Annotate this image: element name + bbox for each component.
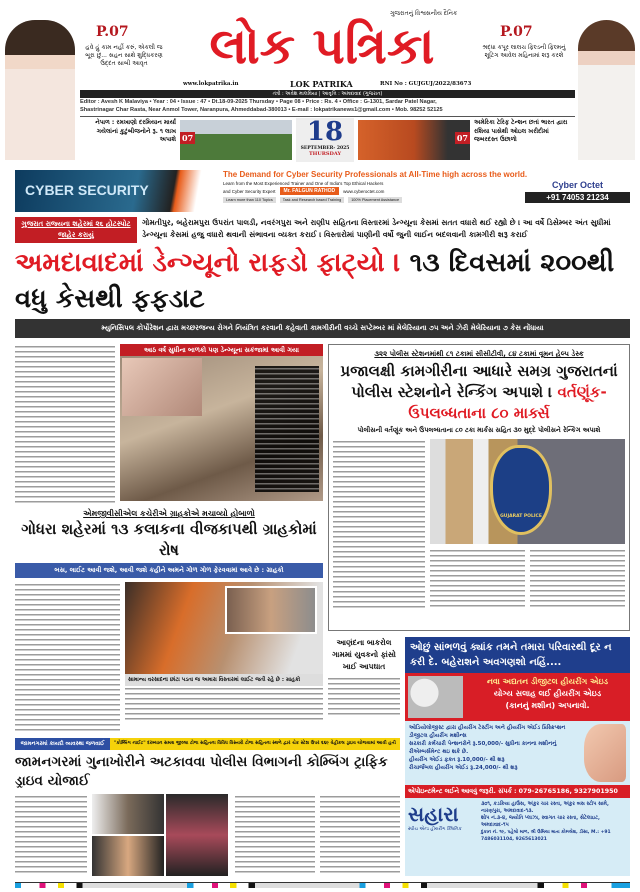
logo: લોક પત્રિકા xyxy=(209,17,435,75)
godhra-headline[interactable]: ગોધરા શહેરમાં ૧૩ કલાકના વીજકાપથી ગ્રાહકોમાં રોષ xyxy=(21,520,317,559)
lead-label: ગુજરાત રાજ્યના શહેરમાં ૨૬ હોટસ્પોટ જાહેર કરાયું xyxy=(15,217,137,243)
address: ૩૦૧, કડકિયા હાઉસ, અંકુર ચાર રસ્તા, અંકુર બસ સ્ટોપ સામે, નારણપુરા, અમદાવાદ-૧૩. xyxy=(481,800,609,814)
hearing-ad-headline: ઓછું સાંભળવું ક્યાંક તમને તમારા પરિવારથી દૂર ન કરી દે. બહેરાશને અવગણશો નહિં.... xyxy=(405,637,630,673)
mosquito-photo xyxy=(122,358,202,416)
page-ref-right[interactable]: P.07 xyxy=(500,24,533,40)
lead-body-text xyxy=(15,344,115,504)
police-body-text-3 xyxy=(530,548,625,608)
hearing-ad-contact[interactable]: એપોઇન્ટમેન્ટ લઈને આવવું જરૂરી. સંપર્ક : 079-26765186, 9327901950 xyxy=(405,785,630,798)
lead-photo-title: આઠ વર્ષ સુધીના બાળકો પણ ડેન્ગ્યૂના સકંજામાં આવી ગયા xyxy=(120,344,323,356)
sahara-section xyxy=(405,798,630,846)
hearing-ad-bullets xyxy=(405,721,630,785)
jamnagar-photo-2[interactable] xyxy=(166,794,228,876)
cyber-octet-logo: Cyber Octet xyxy=(551,180,604,190)
cyber-ad-phone[interactable]: +91 74053 21234 xyxy=(525,192,630,203)
jamnagar-body-1 xyxy=(15,794,87,876)
godhra-photo[interactable] xyxy=(125,582,323,674)
date-weekday: THURSDAY xyxy=(308,151,342,157)
ear-image xyxy=(584,724,626,782)
jamnagar-body-2 xyxy=(235,794,315,876)
cyber-ad-content xyxy=(223,170,630,212)
jamnagar-headline[interactable]: જામનગરમાં ગુનાખોરીને અટકાવવા પોલીસ વિભાગની કોમ્બિંગ ટ્રાફિક ડ્રાઇવ યોજાઈ xyxy=(15,754,388,789)
model-photo-right xyxy=(578,20,635,160)
info-bar-text: તંત્રી : અવેશ માલવિયા | આવૃત્તિ : અમદાવાદ (ગુજરાત) xyxy=(272,91,383,97)
red-line: નવા અદ્યતન ડીજીટલ હીયરીંગ એઇડ xyxy=(486,676,609,686)
gujarat-police-badge xyxy=(490,445,552,535)
godhra-photo-caption: સામાન્ય વરસાદના છાંટા પડતા જ અમારા વિસ્તારમાં લાઈટ જતી રહે છે : ગ્રાહકો xyxy=(125,674,323,686)
lead-headline-black: ૧૩ દિવસમાં ૨૦૦થી વધુ કેસથી ફફડાટ xyxy=(15,248,615,314)
rni: RNI No : GUJGUJ/2022/83673 xyxy=(380,81,472,87)
teaser-nepal-photo[interactable] xyxy=(180,120,292,160)
lead-headline[interactable] xyxy=(15,245,630,317)
jamnagar-bar: "કોમ્બિંગ નાઈટ" દરમ્યાન સમગ્ર જીલ્લા ટોળા સહિતના વિવિધ વિસ્તારો ટોળા સહિતના સ્થળે દ્વાર ચેક સ્ટેશ ઉપર ૬૬૯ વેહીકલ ડ્રાઇવ યોજવામાં આવી હતી xyxy=(110,738,400,750)
page-ref-left[interactable]: P.07 xyxy=(96,24,129,40)
trainer-badge: Mr. FALGUN RATHOD xyxy=(280,187,340,195)
godhra-body-text xyxy=(15,582,120,732)
masthead xyxy=(0,0,640,166)
police-story-box xyxy=(328,344,630,631)
teaser-nepal[interactable]: નેપાળ : રમખાણો દરમિયાન માર્યા ગયેલાંનાં કુટુંબીજનોને રૂ. ૧ લાખ અપાશે xyxy=(95,119,176,143)
address: શોપ નં.૩-૪, જ્યોતિ પ્લાઝા, સ્વાગત ચાર રસ્તા, સેટેલાઇટ, અમદાવાદ-૧૫ xyxy=(481,814,600,828)
teaser-tariff-photo[interactable] xyxy=(358,120,470,160)
left-column xyxy=(15,344,323,732)
editor-line-1: Editor : Avesh K Malaviya • Year : 04 • Issue : 47 • Dt.18-09-2025 Thursday • Page 08 • Price : Rs. 4 • Office : G-1301, Sardar Patel Nagar, xyxy=(80,99,437,105)
bullet: સરકારી કર્મચારી પેન્શનરોને રૂ.50,000/- સુધીના કાનના મશીનનું રીએમ્બર્સમેન્ટ થઇ શકે છે. xyxy=(409,740,557,755)
website[interactable]: www.lokpatrika.in xyxy=(183,81,239,87)
jamnagar-label: જામનગરમાં કાયદો વ્યવસ્થા જળવાઈ xyxy=(15,738,110,750)
police-body-text-2 xyxy=(430,548,525,608)
red-line: (કાનનું મશીન) અપનાવો. xyxy=(505,700,590,710)
bullet: ઓડિયોલોજીસ્ટ દ્વારા હીયરીંગ ટેસ્ટીંગ અને હીયરીંગ એઈડ પ્રિસ્ક્રિપ્શન xyxy=(409,724,566,731)
godhra-bar: બસ, લાઈટ આવી જશે, આવી જશે કહીને અમને ગોળ ગોળ ફેરવવામાં આવે છે : ગ્રાહકો xyxy=(15,563,323,578)
jamnagar-photo-3[interactable] xyxy=(92,836,164,876)
cyber-ad-line1: Learn from the Most Experienced Trainer and One of India's Top Ethical Hackers xyxy=(223,181,384,186)
feature: Learn more than 110 Topics xyxy=(223,197,276,203)
godhra-caption-text xyxy=(125,686,323,720)
cyber-ad-headline: The Demand for Cyber Security Professionals at All-Time high across the world. xyxy=(223,170,528,179)
cyber-security-ad[interactable] xyxy=(15,170,630,212)
date-box xyxy=(296,118,354,162)
tagline: ગુજરાતનું વિશ્વસનીય દૈનિક xyxy=(390,10,458,17)
page-badge: 07 xyxy=(456,133,468,143)
lead-headline-red: અમદાવાદમાં ડેન્ગ્યૂનો રાફડો ફાટ્યો । xyxy=(15,248,401,278)
feature: Task and Research based Training xyxy=(280,197,344,203)
godhra-inset-photo xyxy=(225,586,317,634)
cyber-ad-site[interactable]: www.cyberoctet.com xyxy=(343,188,385,194)
police-photo[interactable] xyxy=(430,439,625,544)
anand-body-text xyxy=(328,676,400,716)
name-en: LOK PATRIKA xyxy=(290,79,353,89)
bullet: ડીજીટલ હીયરીંગ મશીન્સ xyxy=(409,732,467,739)
hearing-ad-red xyxy=(405,673,630,721)
anand-headline[interactable]: આણંદના બાકરોલ ગામમાં યુવકનો ફાંસો ખાઈ આપઘાત xyxy=(332,637,396,671)
teaser-tariff[interactable]: અમેરિકા ટેરિફ ટેન્શન છતાં ભારત દ્વારા રશિયા પાસેથી ઓઇલ ખરીદીમાં જબરદસ્ત ઉછાળો xyxy=(474,119,568,143)
police-body-text xyxy=(333,439,425,609)
date-day: 18 xyxy=(306,117,344,147)
address: દુકાન નં. ૧૯, પહેલો માળ, શ્રી ઉમિયા માતા કોમ્પ્લેક્ષ, ડીસા, M.: +91 7486031104, 9265613021 xyxy=(481,829,611,842)
teaser-right[interactable]: શ્રદ્ધા કપૂર લાલચ ફિલ્ડની ફિલ્મનું શૂટિંગ આવેલ મહિનામાં શરૂ કરશે xyxy=(482,44,566,59)
cyber-ad-image xyxy=(15,170,215,212)
red-line: યોગ્ય સલાહ લઈ હીયરીંગ એઇડ xyxy=(493,688,602,698)
bullet: હીયરીંગ એઈડ ફક્ત રૂ.10,000/- થી શરૂ xyxy=(409,756,505,763)
police-kicker: ૩૨૨ પોલીસ સ્ટેશનમાંથી ૮૧ ટકામાં સીસીટીવી, ૮૪ ટકામાં વૂમન હેલ્પ ડેસ્ક xyxy=(374,350,584,358)
feature: 100% Placement Assistance xyxy=(348,197,402,203)
hearing-ad-red-text xyxy=(468,676,627,718)
hearing-aid-image xyxy=(408,676,463,718)
dengue-stats-box xyxy=(255,366,319,492)
police-headline[interactable] xyxy=(333,361,625,424)
cyber-ad-line2 xyxy=(223,187,519,195)
teaser-left[interactable]: હવે હું કામ નહીં કરું, એકલી જ બૂરા છું... સહન સાથે શુદ્ધિકરણ ઉદ્દત સાબી આવૃત xyxy=(85,44,163,67)
lead-summary: ગોમતીપુર, બહેરામપુરા ઉપરાંત પાલડી, નવરંગપુરા અને રાણીપ સહિતના વિસ્તારમાં ડેન્ગ્યૂના કેસમાં સતત વધારો થઈ રહ્યો છે । આ વર્ષે ડિસેમ્બર અંત સુધીમાં ડેન્ગ્યૂના કેસમાં હજુ વધારો થવાની સંભાવના વ્યક્ત કરાઈ । વિસ્તારોમાં પાણીની વર્ષો જુની લાઈન બદલવાની કામગીરી શરૂ કરાઈ xyxy=(142,218,611,239)
badge-text: GUJARAT POLICE xyxy=(500,514,542,519)
police-headline-red: વર્તણૂંક-ઉપલબ્ધતાના ૮૦ માર્ક્સ xyxy=(408,383,607,422)
model-photo-left xyxy=(5,20,75,160)
hearing-aid-ad[interactable] xyxy=(405,637,630,877)
jamnagar-body-3 xyxy=(320,794,400,876)
dengue-hospital-photo[interactable] xyxy=(120,356,323,501)
color-registration-strip xyxy=(15,882,630,888)
anand-story xyxy=(328,637,400,733)
page-badge: 07 xyxy=(182,133,194,143)
police-sub: પોલીસની વર્તણૂંક અને ઉપલબ્ધતાના ૮૦ ટકા માર્કસ સહિત ૩૦ મુદ્દે પોલીસને રેન્કિંગ અપાશે xyxy=(357,426,601,434)
lead-subbar: મ્યુનિસિપલ કોર્પોરેશન દ્વારા મચ્છરજન્ય રોગને નિયંત્રિત કરવાની કહેવાતી કામગીરીની વચ્ચે સપ્ટેમ્બર માં મેલેરિયાના ૭૫ અને ઝેરી મેલેરિયાના ૭ કેસ નોંધાયા xyxy=(15,319,630,338)
info-bar xyxy=(80,90,575,98)
police-headline-black: પ્રજાલક્ષી કામગીરીના આધારે સમગ્ર ગુજરાતનાં પોલીસ સ્ટેશનોને રેન્કિંગ અપાશે । xyxy=(340,362,618,401)
cyber-ad-features xyxy=(223,197,519,203)
godhra-kicker: એમજીવીસીએલ કચેરીએ ગ્રાહકોએ મચાવ્યો હોબાળો xyxy=(83,509,255,518)
date-month: SEPTEMBER- 2025 xyxy=(300,146,350,151)
jamnagar-story xyxy=(15,738,400,876)
cyber-ad-left-text: CYBER SECURITY xyxy=(25,182,149,198)
jamnagar-photo-1[interactable] xyxy=(92,794,164,834)
editor-line-2: Shastrinagar Char Rasta, Near Anmol Tower, Naranpura, Ahmeddabad-380013 • E-mail : lokpatrikanews1@gmail.com • Mob. 98252 52125 xyxy=(80,107,443,113)
sahara-tagline: સ્પીચ એન્ડ હીયરીંગ ક્લિનિક xyxy=(408,826,462,832)
sahara-addresses xyxy=(481,801,627,843)
bullet: રીચાર્જેબલ હીયરીંગ એઈડ રૂ.24,000/- થી શરૂ xyxy=(409,764,518,771)
sahara-logo: સહારા xyxy=(408,801,459,826)
cyber-ad-line2-text: and Cyber Security Expert xyxy=(223,188,276,194)
